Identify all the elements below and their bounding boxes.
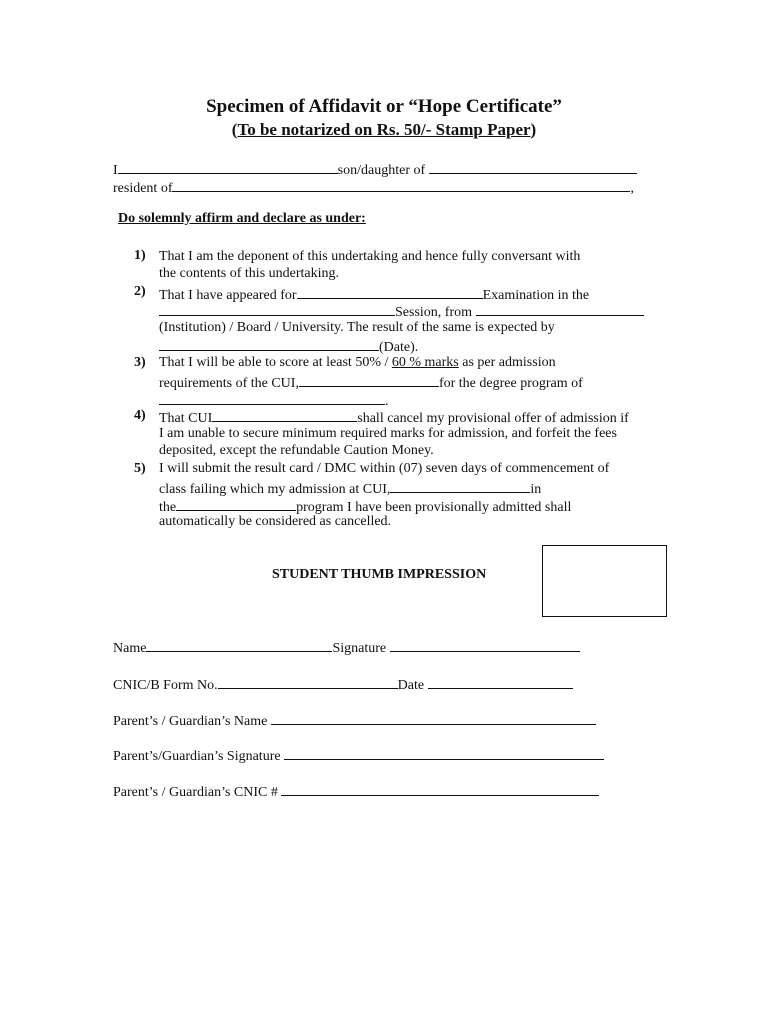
guardian-signature-label: Parent’s/Guardian’s Signature xyxy=(113,749,281,764)
date-label: Date xyxy=(397,678,425,693)
cui-campus-blank[interactable] xyxy=(299,373,439,387)
name-label: Name xyxy=(113,641,147,656)
resident-line xyxy=(113,178,634,197)
guardian-cnic-blank[interactable] xyxy=(281,782,599,796)
program-blank[interactable] xyxy=(176,497,296,511)
result-date-blank[interactable] xyxy=(159,337,379,351)
cnic-date-row xyxy=(113,675,573,694)
declarant-line xyxy=(113,160,637,179)
item-4-text-a: That CUI xyxy=(159,411,213,426)
item-2-line-4 xyxy=(159,337,418,356)
item-5-text-d: the xyxy=(159,500,177,515)
item-5-text-c: in xyxy=(530,482,542,497)
signature-blank[interactable] xyxy=(390,638,580,652)
name-signature-row xyxy=(113,638,580,657)
item-4-line-3: deposited, except the refundable Caution Money. xyxy=(159,443,434,458)
thumb-impression-label: STUDENT THUMB IMPRESSION xyxy=(272,567,487,582)
item-3-line-1 xyxy=(159,355,556,371)
guardian-signature-blank[interactable] xyxy=(284,746,604,760)
name-blank[interactable] xyxy=(146,638,332,652)
examination-blank[interactable] xyxy=(297,285,483,299)
i-label: I xyxy=(113,163,118,178)
date-blank[interactable] xyxy=(428,675,573,689)
item-5-line-4: automatically be considered as cancelled. xyxy=(159,514,392,529)
item-3-text-b: requirements of the CUI, xyxy=(159,376,299,391)
item-3-text-a: That I will be able to score at least 50% / xyxy=(159,355,392,370)
item-number-3: 3) xyxy=(134,355,146,370)
item-number-4: 4) xyxy=(134,408,146,423)
item-2-line-2 xyxy=(159,302,644,321)
item-3-text-a2: as per admission xyxy=(458,355,556,370)
item-2-text-c: Session, from xyxy=(395,305,472,320)
item-2-text-b: Examination in the xyxy=(482,288,590,303)
guardian-cnic-row xyxy=(113,782,599,801)
item-3-text-c: for the degree program of xyxy=(438,376,583,391)
item-5-text-b: class failing which my admission at CUI, xyxy=(159,482,391,497)
parent-name-blank[interactable] xyxy=(429,160,637,174)
item-3-line-2 xyxy=(159,373,583,392)
item-number-5: 5) xyxy=(134,461,146,476)
cnic-label: CNIC/B Form No. xyxy=(113,678,218,693)
subtitle-text: To be notarized on Rs. 50/- Stamp Paper xyxy=(237,120,531,139)
item-1-line-2: the contents of this undertaking. xyxy=(159,266,340,281)
affirm-heading: Do solemnly affirm and declare as under: xyxy=(118,211,366,226)
document-title: Specimen of Affidavit or “Hope Certificate” xyxy=(206,96,562,117)
item-4-line-1 xyxy=(159,408,629,427)
son-daughter-label: son/daughter of xyxy=(337,163,426,178)
item-number-2: 2) xyxy=(134,284,146,299)
resident-of-label: resident of xyxy=(113,181,173,196)
item-2-line-3: (Institution) / Board / University. The result of the same is expected by xyxy=(159,320,555,335)
item-number-1: 1) xyxy=(134,248,146,263)
comma: , xyxy=(630,181,634,196)
guardian-signature-row xyxy=(113,746,604,765)
admission-campus-blank[interactable] xyxy=(390,479,530,493)
cnic-blank[interactable] xyxy=(218,675,398,689)
residence-blank[interactable] xyxy=(172,178,630,192)
item-5-text-e: program I have been provisionally admitted shall xyxy=(296,500,572,515)
signature-label: Signature xyxy=(332,641,387,656)
session-blank[interactable] xyxy=(159,302,395,316)
declarant-name-blank[interactable] xyxy=(118,160,338,174)
degree-program-blank[interactable] xyxy=(159,391,385,405)
item-2-text-a: That I have appeared for xyxy=(159,288,297,303)
item-2-text-e: (Date). xyxy=(379,340,419,355)
item-5-line-1: I will submit the result card / DMC within (07) seven days of commencement of xyxy=(159,461,610,476)
cui-name-blank[interactable] xyxy=(212,408,357,422)
guardian-cnic-label: Parent’s / Guardian’s CNIC # xyxy=(113,785,278,800)
item-5-line-2 xyxy=(159,479,541,498)
item-4-line-2: I am unable to secure minimum required marks for admission, and forfeit the fees xyxy=(159,426,617,441)
item-3-text-d: . xyxy=(385,394,389,409)
guardian-name-row xyxy=(113,711,596,730)
item-3-marks-underlined: 60 % marks xyxy=(391,355,459,370)
guardian-name-label: Parent’s / Guardian’s Name xyxy=(113,714,268,729)
institution-blank[interactable] xyxy=(476,302,644,316)
item-4-text-b: shall cancel my provisional offer of admission if xyxy=(357,411,629,426)
thumb-impression-box[interactable] xyxy=(542,545,667,617)
document-subtitle: (To be notarized on Rs. 50/- Stamp Paper) xyxy=(231,120,537,139)
item-1-line-1: That I am the deponent of this undertaking and hence fully conversant with xyxy=(159,249,581,264)
guardian-name-blank[interactable] xyxy=(271,711,596,725)
